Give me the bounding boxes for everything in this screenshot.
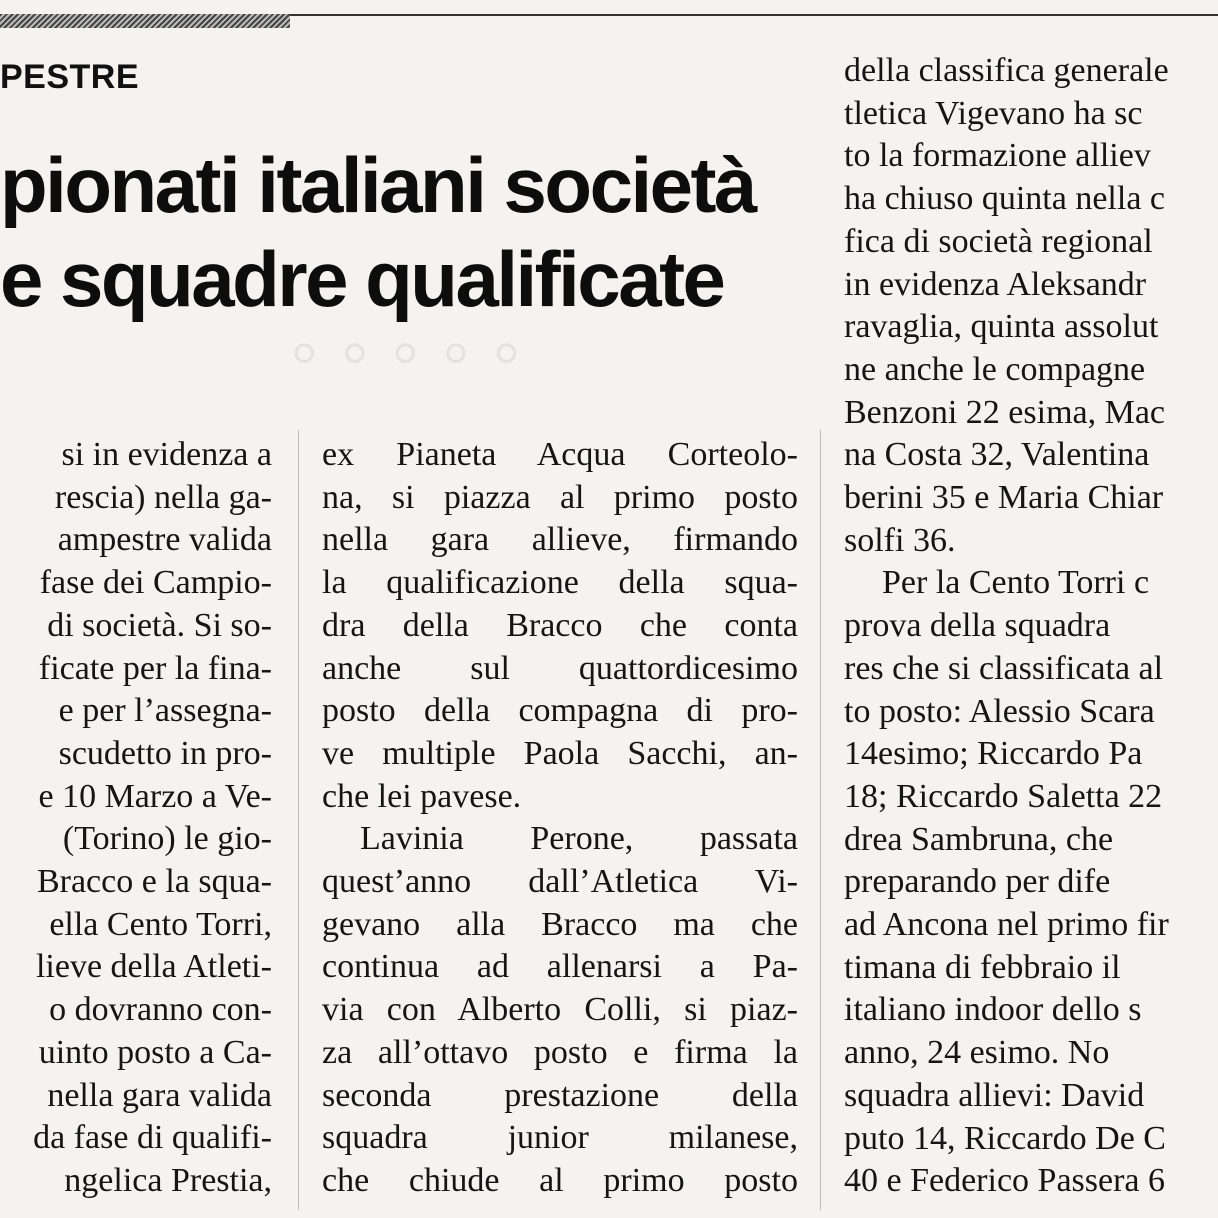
column-rule xyxy=(820,430,821,1210)
text-line: italiano indoor dello s xyxy=(844,991,1142,1029)
text-line: 18; Riccardo Saletta 22 xyxy=(844,777,1163,815)
text-line: na, si piazza al primo posto xyxy=(322,478,798,516)
text-line: tletica Vigevano ha sc xyxy=(844,94,1143,132)
text-line: drea Sambruna, che xyxy=(844,820,1114,858)
article-column-2 xyxy=(322,434,798,1203)
text-line: 40 e Federico Passera 6 xyxy=(844,1162,1166,1200)
text-line: gevano alla Bracco ma che xyxy=(322,905,798,943)
top-ornament-bar xyxy=(0,14,290,28)
text-line: solfi 36. xyxy=(844,521,956,559)
text-line: seconda prestazione della xyxy=(322,1076,798,1114)
bleed-through-background: ◦ ◦ ◦ ◦ ◦ xyxy=(290,306,521,395)
article-column-1 xyxy=(0,434,272,1203)
text-line: Bracco e la squa- xyxy=(36,863,272,901)
text-line: ve multiple Paola Sacchi, an- xyxy=(322,734,798,772)
column-rule xyxy=(298,430,299,1210)
top-rule xyxy=(290,14,1218,16)
text-line: scudetto in pro- xyxy=(58,734,272,772)
headline-line-1: pionati italiani società xyxy=(0,141,755,229)
text-line: di società. Si so- xyxy=(47,606,272,644)
paragraph-start-line: Per la Cento Torri c xyxy=(882,564,1150,602)
headline xyxy=(0,138,790,326)
text-line: berini 35 e Maria Chiar xyxy=(844,479,1164,517)
text-line: ne anche le compagne xyxy=(844,350,1146,388)
text-line: che chiude al primo posto xyxy=(322,1161,798,1199)
paragraph-start-line: Lavinia Perone, passata xyxy=(360,820,798,858)
text-line: za all’ottavo posto e firma la xyxy=(322,1033,798,1071)
text-line: to posto: Alessio Scara xyxy=(844,692,1155,730)
text-line: ngelica Prestia, xyxy=(64,1161,272,1199)
text-line: da fase di qualifi- xyxy=(33,1119,272,1157)
text-line: fase dei Campio- xyxy=(39,564,272,602)
text-line: 14esimo; Riccardo Pa xyxy=(844,735,1143,773)
text-line: anno, 24 esimo. No xyxy=(844,1034,1110,1072)
section-label: PESTRE xyxy=(0,58,140,96)
text-line: (Torino) le gio- xyxy=(62,820,272,858)
text-line: ella Cento Torri, xyxy=(49,905,272,943)
text-line: puto 14, Riccardo De C xyxy=(844,1119,1166,1157)
text-line: si in evidenza a xyxy=(61,436,272,473)
text-line: anche sul quattordicesimo xyxy=(322,649,798,687)
text-line: lieve della Atleti- xyxy=(35,948,272,986)
text-line: nella gara allieve, firmando xyxy=(322,521,798,559)
text-line: to la formazione alliev xyxy=(844,137,1151,175)
text-line: che lei pavese. xyxy=(322,777,522,815)
text-line: preparando per dife xyxy=(844,863,1111,901)
text-line: posto della compagna di pro- xyxy=(322,692,798,730)
text-line: ravaglia, quinta assolut xyxy=(844,308,1159,346)
article-column-3 xyxy=(844,50,1218,1203)
text-line: nella gara valida xyxy=(47,1076,272,1114)
text-line: squadra junior milanese, xyxy=(322,1119,798,1157)
text-line: timana di febbraio il xyxy=(844,948,1121,986)
text-line: ficate per la fina- xyxy=(38,649,272,687)
text-line: la qualificazione della squa- xyxy=(322,564,798,602)
text-line: quest’anno dall’Atletica Vi- xyxy=(322,863,798,901)
text-line: continua ad allenarsi a Pa- xyxy=(322,948,798,986)
text-line: ex Pianeta Acqua Corteolo- xyxy=(322,436,798,473)
text-line: via con Alberto Colli, si piaz- xyxy=(322,991,798,1029)
text-line: res che si classificata al xyxy=(844,649,1164,687)
text-line: ad Ancona nel primo fir xyxy=(844,906,1169,944)
text-line: o dovranno con- xyxy=(49,991,272,1029)
text-line: prova della squadra xyxy=(844,607,1111,645)
text-line: e per l’assegna- xyxy=(58,692,272,730)
text-line: e 10 Marzo a Ve- xyxy=(38,777,272,815)
text-line: fica di società regional xyxy=(844,222,1153,260)
text-line: della classifica generale xyxy=(844,52,1169,89)
text-line: rescia) nella ga- xyxy=(54,478,272,516)
text-line: squadra allievi: David xyxy=(844,1076,1145,1114)
text-line: ampestre valida xyxy=(57,521,272,559)
text-line: Benzoni 22 esima, Mac xyxy=(844,393,1166,431)
headline-line-2: e squadre qualificate xyxy=(0,235,724,323)
text-line: dra della Bracco che conta xyxy=(322,606,798,644)
text-line: ha chiuso quinta nella c xyxy=(844,180,1166,218)
text-line: in evidenza Aleksandr xyxy=(844,265,1147,303)
text-line: na Costa 32, Valentina xyxy=(844,436,1150,474)
text-line: uinto posto a Ca- xyxy=(38,1033,272,1071)
